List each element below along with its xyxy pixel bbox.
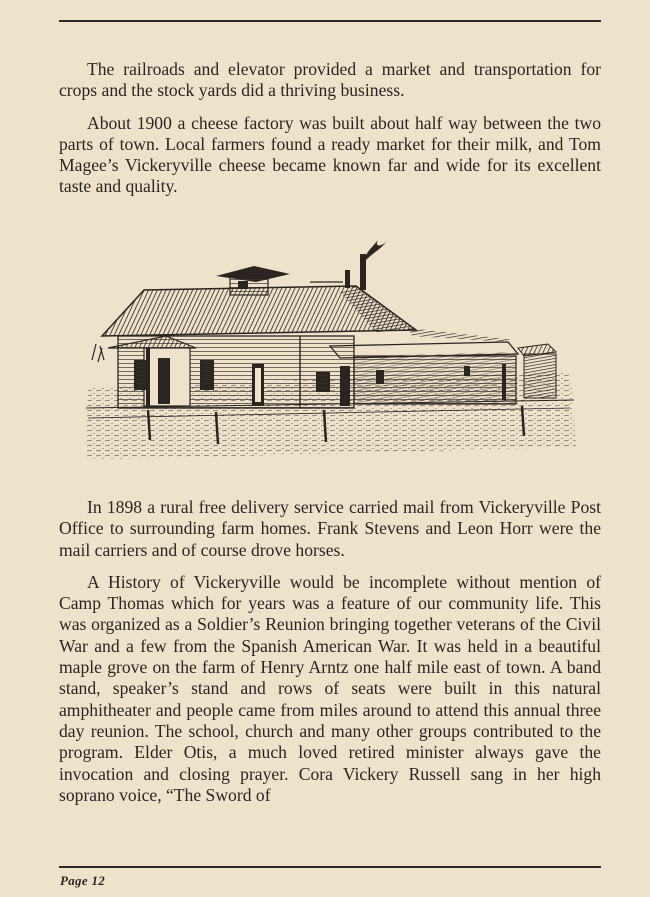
paragraph-rural-delivery: In 1898 a rural free delivery service carried mail from Vickeryville Post Office to surrounding farm homes. Frank Stevens and Leon Horr were the mail carriers and of course drove horses. (59, 497, 601, 560)
paragraph-camp-thomas: A History of Vickeryville would be incomplete without mention of Camp Thomas which for years was a feature of our community life. This was organized as a Soldier’s Reunion bringing together veterans of the Civil War and a few from the Spanish American War. It was held in a beautiful maple grove on the farm of Henry Arntz one half mile east of town. A band stand, speaker’s stand and rows of seats were built in this natural amphitheater and people came from miles around to attend this annual three day reunion. The school, church and many other groups contributed to the program. Elder Otis, a much loved retired minister always gave the invocation and closing prayer. Cora Vickery Russell sang in her high soprano voice, “The Sword of (59, 571, 601, 805)
paragraph-railroads: The railroads and elevator provided a market and transportation for crops and the stock yards did a thriving business. (59, 59, 601, 101)
top-rule (59, 20, 601, 22)
page-number: Page 12 (60, 873, 106, 888)
text-block-bottom (59, 497, 601, 806)
text-block-top (59, 59, 601, 198)
bottom-rule (59, 866, 601, 868)
cheese-factory-illustration (78, 232, 584, 472)
paragraph-cheese-factory: About 1900 a cheese factory was built about half way between the two parts of town. Local farmers found a ready market for their milk, and Tom Magee’s Vickeryville cheese became known far and wide for its excellent taste and quality. (59, 112, 601, 197)
